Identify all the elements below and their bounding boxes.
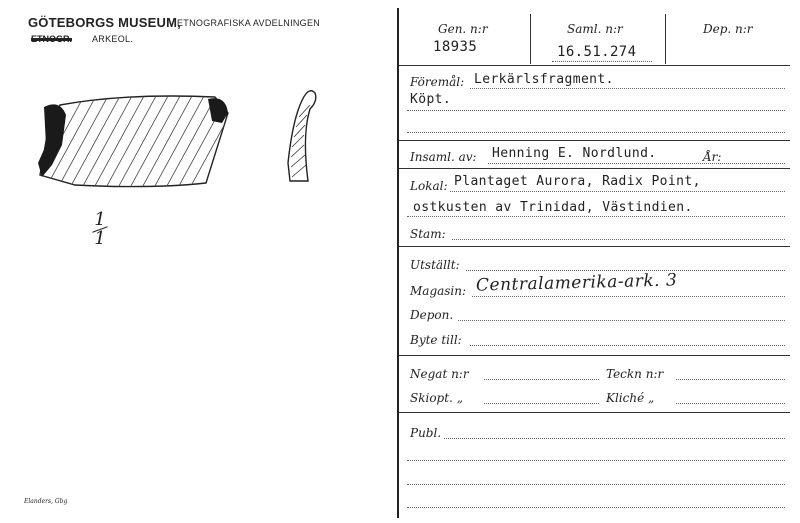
publ-line [444, 438, 785, 439]
card-divider [397, 8, 399, 518]
publ-line-2 [407, 460, 785, 461]
struck-department: ETNOGR. [31, 34, 73, 44]
gen-nr-value: 18935 [433, 39, 478, 55]
department-name: ETNOGRAFISKA AVDELNINGEN [177, 18, 321, 28]
section-rule [399, 246, 790, 247]
magasin-label: Magasin: [410, 284, 467, 298]
dep-nr-label: Dep. n:r [703, 22, 753, 36]
skiopt-line [484, 403, 599, 404]
foremal-value: Lerkärlsfragment. [474, 72, 614, 87]
byte-till-line [470, 345, 785, 346]
section-rule [399, 412, 790, 413]
ar-label: År: [703, 150, 722, 164]
arkeol-label: ARKEOL. [92, 34, 134, 44]
foremal-value-2: Köpt. [410, 92, 452, 107]
museum-name: GÖTEBORGS MUSEUM, [28, 15, 181, 30]
lokal-label: Lokal: [410, 179, 448, 193]
section-rule [399, 168, 790, 169]
lokal-line-2 [407, 216, 785, 217]
sherd-outline [30, 85, 246, 195]
depon-line [458, 320, 785, 321]
stam-label: Stam: [410, 227, 446, 241]
byte-till-label: Byte till: [410, 333, 462, 347]
scale-numerator: 1 [94, 209, 106, 230]
foremal-line [470, 88, 785, 89]
publ-line-3 [407, 484, 785, 485]
insaml-line [488, 163, 785, 164]
gen-nr-label: Gen. n:r [438, 22, 488, 36]
publ-line-4 [407, 507, 785, 508]
section-rule [399, 65, 790, 66]
saml-nr-label: Saml. n:r [567, 22, 623, 36]
lokal-line [450, 191, 785, 192]
scale-denominator: 1 [94, 228, 106, 249]
insaml-label: Insaml. av: [410, 150, 477, 164]
number-box-divider-2 [665, 14, 666, 64]
number-box-divider-1 [530, 14, 531, 64]
kliche-label: Kliché „ [606, 391, 655, 405]
lokal-value: Plantaget Aurora, Radix Point, [454, 174, 701, 189]
magasin-value: Centralamerika-ark. 3 [475, 270, 678, 296]
printer-imprint: Elanders, Gbg [24, 498, 68, 505]
skiopt-label: Skiopt. „ [410, 391, 463, 405]
foremal-label: Föremål: [410, 75, 465, 89]
foremal-line-3 [407, 132, 785, 133]
depon-label: Depon. [410, 308, 454, 322]
utstallt-label: Utställt: [410, 258, 460, 272]
negat-label: Negat n:r [410, 367, 469, 381]
lokal-value-2: ostkusten av Trinidad, Västindien. [413, 200, 693, 215]
kliche-line [676, 403, 785, 404]
section-rule [399, 355, 790, 356]
saml-nr-value: 16.51.274 [557, 44, 637, 60]
sherd-profile [288, 91, 316, 181]
sherd-drawing [30, 85, 330, 195]
stam-line [452, 239, 785, 240]
teckn-label: Teckn n:r [606, 367, 664, 381]
negat-line [484, 379, 599, 380]
foremal-line-2 [407, 110, 785, 111]
scale-note [86, 209, 114, 249]
insaml-value: Henning E. Nordlund. [492, 146, 657, 161]
saml-nr-underline [552, 61, 652, 62]
publ-label: Publ. [410, 426, 442, 440]
teckn-line [676, 379, 785, 380]
section-rule [399, 140, 790, 141]
magasin-line [472, 296, 785, 297]
